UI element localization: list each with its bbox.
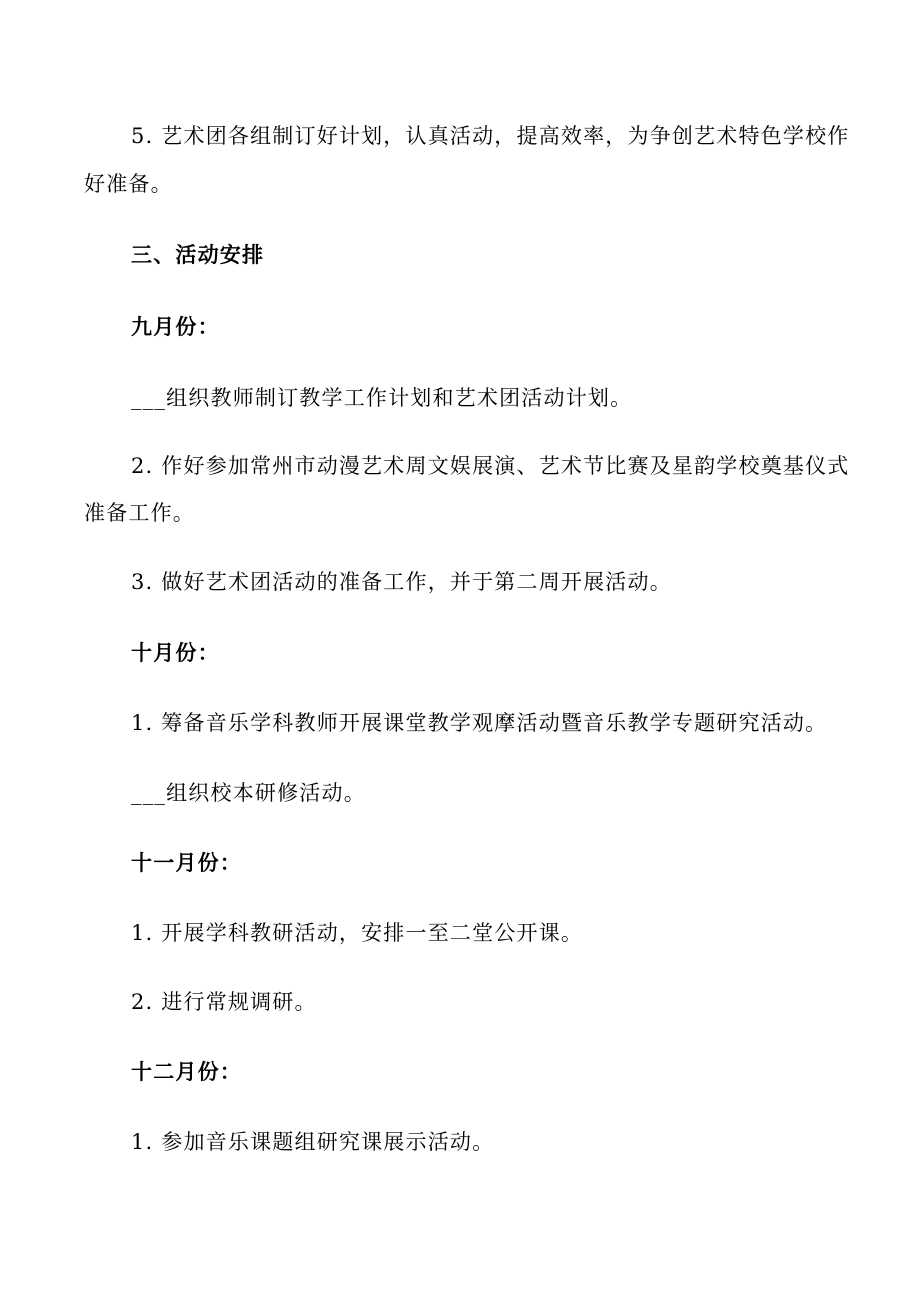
- list-item: 2. 作好参加常州市动漫艺术周文娱展演、艺术节比赛及星韵学校奠基仪式: [131, 454, 850, 478]
- list-item: 3. 做好艺术团活动的准备工作，并于第二周开展活动。: [131, 570, 672, 594]
- paragraph-line: 5. 艺术团各组制订好计划，认真活动，提高效率，为争创艺术特色学校作: [131, 124, 850, 148]
- section-heading: 三、活动安排: [131, 242, 265, 267]
- list-item: 1. 参加音乐课题组研究课展示活动。: [131, 1130, 495, 1154]
- list-item-continuation: 准备工作。: [84, 501, 195, 525]
- month-heading-november: 十一月份：: [131, 850, 242, 875]
- list-item: ___组织校本研修活动。: [131, 781, 366, 805]
- list-item: ___组织教师制订教学工作计划和艺术团活动计划。: [131, 386, 633, 410]
- list-item: 2. 进行常规调研。: [131, 990, 317, 1014]
- list-item: 1. 开展学科教研活动，安排一至二堂公开课。: [131, 921, 584, 945]
- month-heading-december: 十二月份：: [131, 1059, 242, 1084]
- list-item: 1. 筹备音乐学科教师开展课堂教学观摩活动暨音乐教学专题研究活动。: [131, 711, 828, 735]
- paragraph-line: 好准备。: [84, 172, 173, 196]
- month-heading-october: 十月份：: [131, 640, 220, 665]
- month-heading-september: 九月份：: [131, 314, 220, 339]
